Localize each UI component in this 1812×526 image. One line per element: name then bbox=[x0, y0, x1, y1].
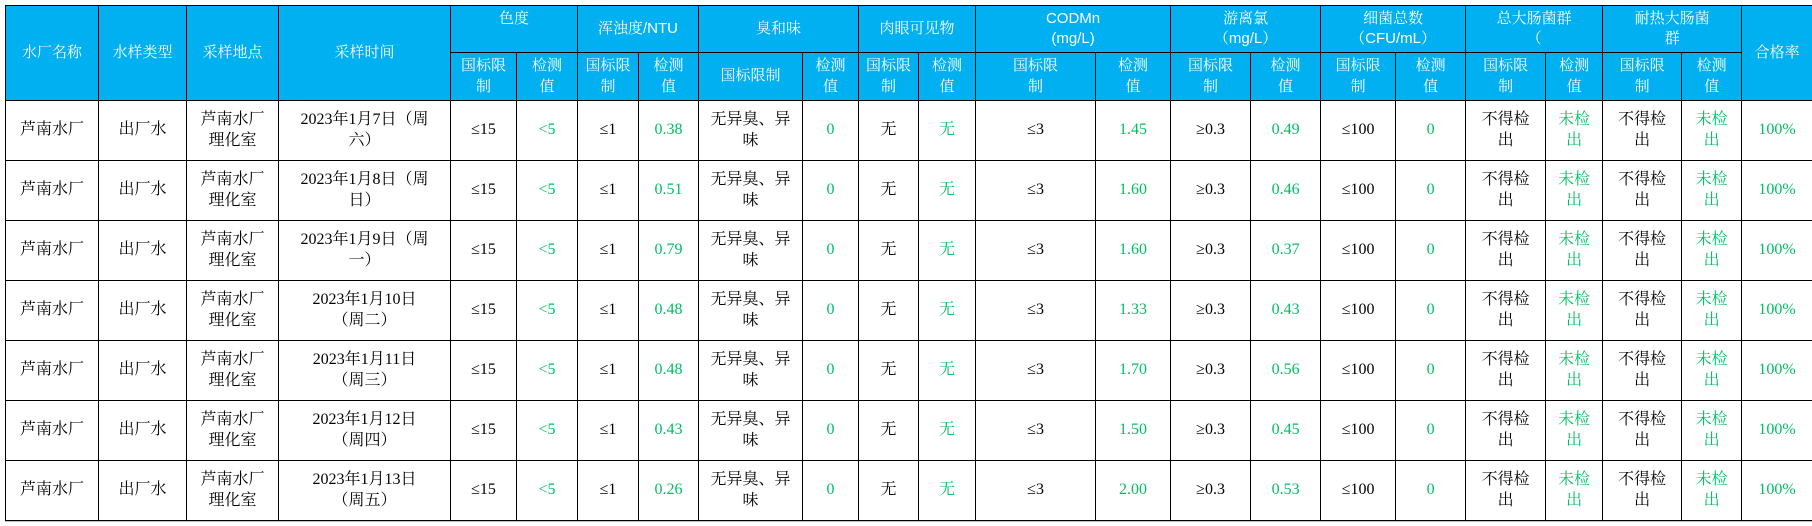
cell-bacteria-limit[interactable]: ≤100 bbox=[1321, 101, 1396, 161]
cell-chroma-value[interactable]: <5 bbox=[517, 101, 578, 161]
cell-coliform-limit[interactable]: 不得检出 bbox=[1466, 161, 1546, 221]
cell-turbidity-limit[interactable]: ≤1 bbox=[578, 341, 639, 401]
subheader-chroma-value: 检测值 bbox=[517, 53, 578, 101]
cell-sample-type[interactable]: 出厂水 bbox=[99, 221, 187, 281]
table-row bbox=[6, 401, 1812, 461]
subheader-visible-value: 检测值 bbox=[919, 53, 976, 101]
cell-coliform-limit[interactable]: 不得检出 bbox=[1466, 221, 1546, 281]
cell-sampling-location[interactable]: 芦南水厂理化室 bbox=[187, 461, 279, 521]
subheader-bacteria-limit: 国标限制 bbox=[1321, 53, 1396, 101]
cell-visible-limit[interactable]: 无 bbox=[859, 221, 919, 281]
cell-bacteria-limit[interactable]: ≤100 bbox=[1321, 281, 1396, 341]
subheader-odor-limit: 国标限制 bbox=[699, 53, 803, 101]
table-row bbox=[6, 341, 1812, 401]
cell-odor-value[interactable]: 0 bbox=[803, 461, 859, 521]
cell-pass-rate[interactable]: 100% bbox=[1742, 161, 1812, 221]
cell-visible-value[interactable]: 无 bbox=[919, 341, 976, 401]
cell-sampling-date[interactable]: 2023年1月9日（周一） bbox=[279, 221, 451, 281]
cell-bacteria-limit[interactable]: ≤100 bbox=[1321, 401, 1396, 461]
header-group-thermotolerant-coliform: 耐热大肠菌群 bbox=[1603, 6, 1742, 53]
cell-sampling-location[interactable]: 芦南水厂理化室 bbox=[187, 281, 279, 341]
cell-visible-value[interactable]: 无 bbox=[919, 161, 976, 221]
subheader-chroma-limit: 国标限制 bbox=[451, 53, 517, 101]
cell-thermo-value[interactable]: 未检出 bbox=[1682, 221, 1742, 281]
cell-odor-value[interactable]: 0 bbox=[803, 401, 859, 461]
header-sampling-location: 采样地点 bbox=[187, 6, 279, 101]
cell-codmn-limit[interactable]: ≤3 bbox=[976, 161, 1096, 221]
cell-coliform-value[interactable]: 未检出 bbox=[1546, 161, 1603, 221]
cell-chroma-limit[interactable]: ≤15 bbox=[451, 461, 517, 521]
cell-chlorine-limit[interactable]: ≥0.3 bbox=[1171, 161, 1251, 221]
cell-chlorine-limit[interactable]: ≥0.3 bbox=[1171, 341, 1251, 401]
cell-thermo-value[interactable]: 未检出 bbox=[1682, 401, 1742, 461]
cell-coliform-value[interactable]: 未检出 bbox=[1546, 281, 1603, 341]
cell-visible-value[interactable]: 无 bbox=[919, 221, 976, 281]
cell-sampling-date[interactable]: 2023年1月12日（周四） bbox=[279, 401, 451, 461]
cell-chlorine-value[interactable]: 0.46 bbox=[1251, 161, 1321, 221]
header-pass-rate: 合格率 bbox=[1742, 6, 1812, 101]
cell-bacteria-value[interactable]: 0 bbox=[1396, 281, 1466, 341]
cell-sample-type[interactable]: 出厂水 bbox=[99, 161, 187, 221]
cell-coliform-value[interactable]: 未检出 bbox=[1546, 401, 1603, 461]
cell-chlorine-value[interactable]: 0.53 bbox=[1251, 461, 1321, 521]
cell-coliform-value[interactable]: 未检出 bbox=[1546, 101, 1603, 161]
cell-coliform-limit[interactable]: 不得检出 bbox=[1466, 461, 1546, 521]
cell-sample-type[interactable]: 出厂水 bbox=[99, 341, 187, 401]
table-row bbox=[6, 221, 1812, 281]
cell-odor-limit[interactable]: 无异臭、异味 bbox=[699, 281, 803, 341]
cell-chroma-value[interactable]: <5 bbox=[517, 461, 578, 521]
table-body bbox=[6, 101, 1812, 521]
cell-plant-name[interactable]: 芦南水厂 bbox=[6, 101, 99, 161]
cell-chroma-limit[interactable]: ≤15 bbox=[451, 161, 517, 221]
cell-thermo-value[interactable]: 未检出 bbox=[1682, 281, 1742, 341]
cell-sampling-location[interactable]: 芦南水厂理化室 bbox=[187, 401, 279, 461]
table-row bbox=[6, 161, 1812, 221]
cell-bacteria-limit[interactable]: ≤100 bbox=[1321, 221, 1396, 281]
cell-turbidity-value[interactable]: 0.48 bbox=[639, 341, 699, 401]
cell-odor-value[interactable]: 0 bbox=[803, 281, 859, 341]
cell-thermo-value[interactable]: 未检出 bbox=[1682, 161, 1742, 221]
subheader-codmn-limit: 国标限制 bbox=[976, 53, 1096, 101]
water-quality-table bbox=[5, 5, 1812, 521]
header-sample-type: 水样类型 bbox=[99, 6, 187, 101]
cell-visible-limit[interactable]: 无 bbox=[859, 281, 919, 341]
cell-sample-type[interactable]: 出厂水 bbox=[99, 101, 187, 161]
subheader-coliform-value: 检测值 bbox=[1546, 53, 1603, 101]
cell-thermo-limit[interactable]: 不得检出 bbox=[1603, 341, 1682, 401]
cell-sampling-location[interactable]: 芦南水厂理化室 bbox=[187, 161, 279, 221]
cell-codmn-value[interactable]: 1.70 bbox=[1096, 341, 1171, 401]
cell-turbidity-limit[interactable]: ≤1 bbox=[578, 401, 639, 461]
cell-turbidity-limit[interactable]: ≤1 bbox=[578, 101, 639, 161]
cell-turbidity-limit[interactable]: ≤1 bbox=[578, 281, 639, 341]
cell-plant-name[interactable]: 芦南水厂 bbox=[6, 461, 99, 521]
cell-chroma-value[interactable]: <5 bbox=[517, 161, 578, 221]
cell-chroma-limit[interactable]: ≤15 bbox=[451, 101, 517, 161]
subheader-coliform-limit: 国标限制 bbox=[1466, 53, 1546, 101]
cell-coliform-value[interactable]: 未检出 bbox=[1546, 341, 1603, 401]
cell-turbidity-limit[interactable]: ≤1 bbox=[578, 161, 639, 221]
cell-visible-value[interactable]: 无 bbox=[919, 461, 976, 521]
cell-sample-type[interactable]: 出厂水 bbox=[99, 401, 187, 461]
cell-turbidity-value[interactable]: 0.51 bbox=[639, 161, 699, 221]
cell-visible-limit[interactable]: 无 bbox=[859, 161, 919, 221]
cell-chroma-limit[interactable]: ≤15 bbox=[451, 281, 517, 341]
cell-visible-value[interactable]: 无 bbox=[919, 281, 976, 341]
cell-turbidity-value[interactable]: 0.48 bbox=[639, 281, 699, 341]
cell-odor-limit[interactable]: 无异臭、异味 bbox=[699, 401, 803, 461]
cell-visible-limit[interactable]: 无 bbox=[859, 401, 919, 461]
table-row bbox=[6, 461, 1812, 521]
subheader-turbidity-value: 检测值 bbox=[639, 53, 699, 101]
cell-codmn-value[interactable]: 1.50 bbox=[1096, 401, 1171, 461]
cell-odor-value[interactable]: 0 bbox=[803, 341, 859, 401]
cell-pass-rate[interactable]: 100% bbox=[1742, 341, 1812, 401]
cell-codmn-limit[interactable]: ≤3 bbox=[976, 221, 1096, 281]
table-row bbox=[6, 281, 1812, 341]
cell-pass-rate[interactable]: 100% bbox=[1742, 461, 1812, 521]
cell-odor-limit[interactable]: 无异臭、异味 bbox=[699, 221, 803, 281]
cell-sampling-date[interactable]: 2023年1月13日（周五） bbox=[279, 461, 451, 521]
sheet-bottom-margin bbox=[5, 521, 1812, 526]
cell-turbidity-value[interactable]: 0.79 bbox=[639, 221, 699, 281]
cell-chlorine-value[interactable]: 0.43 bbox=[1251, 281, 1321, 341]
cell-chlorine-limit[interactable]: ≥0.3 bbox=[1171, 221, 1251, 281]
cell-chroma-value[interactable]: <5 bbox=[517, 281, 578, 341]
cell-thermo-limit[interactable]: 不得检出 bbox=[1603, 161, 1682, 221]
cell-bacteria-value[interactable]: 0 bbox=[1396, 221, 1466, 281]
subheader-visible-limit: 国标限制 bbox=[859, 53, 919, 101]
header-group-odor: 臭和味 bbox=[699, 6, 859, 53]
subheader-chlorine-limit: 国标限制 bbox=[1171, 53, 1251, 101]
cell-coliform-value[interactable]: 未检出 bbox=[1546, 221, 1603, 281]
cell-codmn-value[interactable]: 1.60 bbox=[1096, 161, 1171, 221]
subheader-turbidity-limit: 国标限制 bbox=[578, 53, 639, 101]
cell-sampling-location[interactable]: 芦南水厂理化室 bbox=[187, 101, 279, 161]
cell-chroma-value[interactable]: <5 bbox=[517, 221, 578, 281]
cell-plant-name[interactable]: 芦南水厂 bbox=[6, 341, 99, 401]
cell-bacteria-value[interactable]: 0 bbox=[1396, 401, 1466, 461]
cell-odor-limit[interactable]: 无异臭、异味 bbox=[699, 341, 803, 401]
cell-chlorine-limit[interactable]: ≥0.3 bbox=[1171, 281, 1251, 341]
cell-plant-name[interactable]: 芦南水厂 bbox=[6, 221, 99, 281]
cell-chlorine-limit[interactable]: ≥0.3 bbox=[1171, 461, 1251, 521]
cell-coliform-limit[interactable]: 不得检出 bbox=[1466, 101, 1546, 161]
cell-chlorine-value[interactable]: 0.37 bbox=[1251, 221, 1321, 281]
cell-chlorine-value[interactable]: 0.49 bbox=[1251, 101, 1321, 161]
table-row bbox=[6, 101, 1812, 161]
cell-codmn-value[interactable]: 2.00 bbox=[1096, 461, 1171, 521]
cell-pass-rate[interactable]: 100% bbox=[1742, 401, 1812, 461]
subheader-odor-value: 检测值 bbox=[803, 53, 859, 101]
cell-bacteria-value[interactable]: 0 bbox=[1396, 461, 1466, 521]
cell-odor-value[interactable]: 0 bbox=[803, 101, 859, 161]
cell-thermo-limit[interactable]: 不得检出 bbox=[1603, 461, 1682, 521]
cell-turbidity-limit[interactable]: ≤1 bbox=[578, 461, 639, 521]
cell-thermo-value[interactable]: 未检出 bbox=[1682, 101, 1742, 161]
cell-codmn-value[interactable]: 1.60 bbox=[1096, 221, 1171, 281]
cell-sampling-location[interactable]: 芦南水厂理化室 bbox=[187, 221, 279, 281]
cell-chlorine-value[interactable]: 0.56 bbox=[1251, 341, 1321, 401]
header-group-bacteria-count: 细菌总数 （CFU/mL） bbox=[1321, 6, 1466, 53]
cell-plant-name[interactable]: 芦南水厂 bbox=[6, 281, 99, 341]
cell-pass-rate[interactable]: 100% bbox=[1742, 221, 1812, 281]
cell-bacteria-limit[interactable]: ≤100 bbox=[1321, 341, 1396, 401]
cell-visible-value[interactable]: 无 bbox=[919, 101, 976, 161]
cell-odor-limit[interactable]: 无异臭、异味 bbox=[699, 161, 803, 221]
cell-turbidity-value[interactable]: 0.26 bbox=[639, 461, 699, 521]
cell-thermo-limit[interactable]: 不得检出 bbox=[1603, 401, 1682, 461]
cell-odor-limit[interactable]: 无异臭、异味 bbox=[699, 461, 803, 521]
cell-coliform-limit[interactable]: 不得检出 bbox=[1466, 401, 1546, 461]
cell-coliform-limit[interactable]: 不得检出 bbox=[1466, 281, 1546, 341]
cell-coliform-value[interactable]: 未检出 bbox=[1546, 461, 1603, 521]
cell-bacteria-value[interactable]: 0 bbox=[1396, 161, 1466, 221]
cell-codmn-limit[interactable]: ≤3 bbox=[976, 101, 1096, 161]
cell-codmn-limit[interactable]: ≤3 bbox=[976, 401, 1096, 461]
cell-pass-rate[interactable]: 100% bbox=[1742, 101, 1812, 161]
cell-turbidity-value[interactable]: 0.38 bbox=[639, 101, 699, 161]
cell-chroma-value[interactable]: <5 bbox=[517, 341, 578, 401]
cell-bacteria-value[interactable]: 0 bbox=[1396, 341, 1466, 401]
header-sampling-time: 采样时间 bbox=[279, 6, 451, 101]
cell-thermo-limit[interactable]: 不得检出 bbox=[1603, 101, 1682, 161]
cell-plant-name[interactable]: 芦南水厂 bbox=[6, 161, 99, 221]
cell-sampling-date[interactable]: 2023年1月11日（周三） bbox=[279, 341, 451, 401]
cell-coliform-limit[interactable]: 不得检出 bbox=[1466, 341, 1546, 401]
cell-codmn-value[interactable]: 1.33 bbox=[1096, 281, 1171, 341]
cell-sampling-location[interactable]: 芦南水厂理化室 bbox=[187, 341, 279, 401]
cell-visible-limit[interactable]: 无 bbox=[859, 101, 919, 161]
cell-bacteria-limit[interactable]: ≤100 bbox=[1321, 161, 1396, 221]
cell-pass-rate[interactable]: 100% bbox=[1742, 281, 1812, 341]
cell-codmn-limit[interactable]: ≤3 bbox=[976, 461, 1096, 521]
cell-chlorine-value[interactable]: 0.45 bbox=[1251, 401, 1321, 461]
header-group-total-coliform: 总大肠菌群 （ bbox=[1466, 6, 1603, 53]
header-group-visible-matter: 肉眼可见物 bbox=[859, 6, 976, 53]
subheader-thermo-limit: 国标限制 bbox=[1603, 53, 1682, 101]
cell-chroma-value[interactable]: <5 bbox=[517, 401, 578, 461]
cell-plant-name[interactable]: 芦南水厂 bbox=[6, 401, 99, 461]
subheader-codmn-value: 检测值 bbox=[1096, 53, 1171, 101]
cell-sampling-date[interactable]: 2023年1月7日（周六） bbox=[279, 101, 451, 161]
cell-sampling-date[interactable]: 2023年1月8日（周日） bbox=[279, 161, 451, 221]
subheader-chlorine-value: 检测值 bbox=[1251, 53, 1321, 101]
cell-codmn-value[interactable]: 1.45 bbox=[1096, 101, 1171, 161]
cell-codmn-limit[interactable]: ≤3 bbox=[976, 341, 1096, 401]
cell-sample-type[interactable]: 出厂水 bbox=[99, 281, 187, 341]
header-group-free-chlorine: 游离氯 （mg/L） bbox=[1171, 6, 1321, 53]
cell-odor-value[interactable]: 0 bbox=[803, 161, 859, 221]
cell-turbidity-limit[interactable]: ≤1 bbox=[578, 221, 639, 281]
cell-thermo-value[interactable]: 未检出 bbox=[1682, 461, 1742, 521]
cell-visible-value[interactable]: 无 bbox=[919, 401, 976, 461]
cell-codmn-limit[interactable]: ≤3 bbox=[976, 281, 1096, 341]
cell-thermo-value[interactable]: 未检出 bbox=[1682, 341, 1742, 401]
cell-visible-limit[interactable]: 无 bbox=[859, 341, 919, 401]
header-group-chroma: 色度 bbox=[451, 6, 578, 53]
cell-chroma-limit[interactable]: ≤15 bbox=[451, 341, 517, 401]
cell-thermo-limit[interactable]: 不得检出 bbox=[1603, 221, 1682, 281]
header-plant-name: 水厂名称 bbox=[6, 6, 99, 101]
cell-sample-type[interactable]: 出厂水 bbox=[99, 461, 187, 521]
cell-chlorine-limit[interactable]: ≥0.3 bbox=[1171, 101, 1251, 161]
cell-odor-value[interactable]: 0 bbox=[803, 221, 859, 281]
cell-odor-limit[interactable]: 无异臭、异味 bbox=[699, 101, 803, 161]
cell-turbidity-value[interactable]: 0.43 bbox=[639, 401, 699, 461]
cell-bacteria-value[interactable]: 0 bbox=[1396, 101, 1466, 161]
cell-bacteria-limit[interactable]: ≤100 bbox=[1321, 461, 1396, 521]
cell-sampling-date[interactable]: 2023年1月10日（周二） bbox=[279, 281, 451, 341]
cell-chlorine-limit[interactable]: ≥0.3 bbox=[1171, 401, 1251, 461]
cell-chroma-limit[interactable]: ≤15 bbox=[451, 401, 517, 461]
subheader-bacteria-value: 检测值 bbox=[1396, 53, 1466, 101]
header-group-codmn: CODMn (mg/L) bbox=[976, 6, 1171, 53]
header-group-turbidity: 浑浊度/NTU bbox=[578, 6, 699, 53]
cell-visible-limit[interactable]: 无 bbox=[859, 461, 919, 521]
cell-chroma-limit[interactable]: ≤15 bbox=[451, 221, 517, 281]
subheader-thermo-value: 检测值 bbox=[1682, 53, 1742, 101]
cell-thermo-limit[interactable]: 不得检出 bbox=[1603, 281, 1682, 341]
